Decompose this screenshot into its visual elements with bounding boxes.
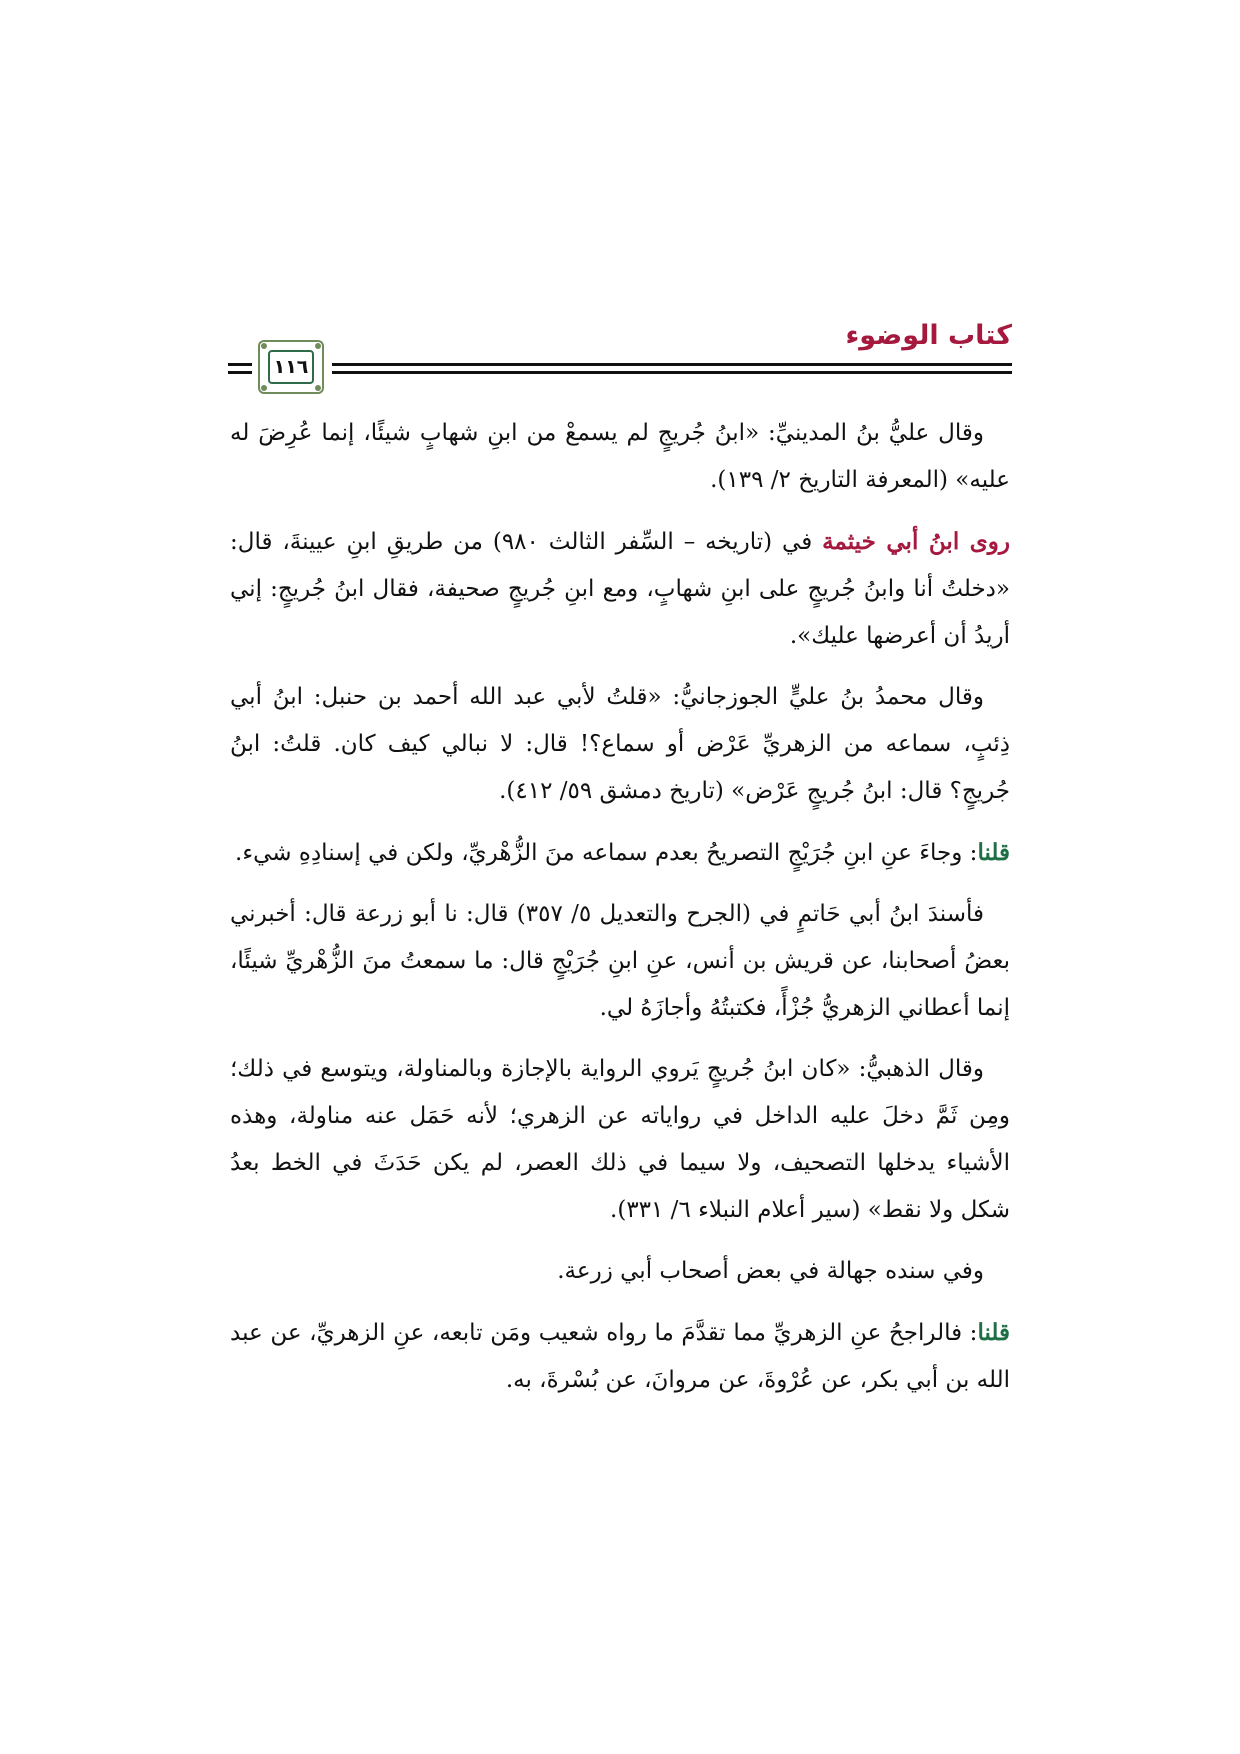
page-body [230,410,1010,1418]
paragraph [230,829,1010,877]
note-label: قلنا [977,839,1010,866]
paragraph-text: وفي سنده جهالة في بعض أصحاب أبي زرعة. [557,1258,984,1284]
paragraph-text: وقال عليُّ بنُ المدينيِّ: «ابنُ جُريجٍ لم يسمعْ من ابنِ شهابٍ شيئًا، إنما عُرِضَ له عليه» (المعرفة التاريخ ٢/ ١٣٩). [230,420,1010,493]
paragraph [230,1248,1010,1295]
paragraph-text: وقال محمدُ بنُ عليٍّ الجوزجانيُّ: «قلتُ لأبي عبد الله أحمد بن حنبل: ابنُ أبي ذِئبٍ، سماعه من الزهريِّ عَرْض أو سماع؟! قال: لا نبالي كيف كان. قلتُ: ابنُ جُريجٍ؟ قال: ابنُ جُريجٍ عَرْض» (تاريخ دمشق ٥٩/ ٤١٢). [230,684,1010,804]
paragraph-text: : وجاءَ عنِ ابنِ جُرَيْجٍ التصريحُ بعدم سماعه منَ الزُّهْريِّ، ولكن في إسنادِهِ شيء. [235,840,978,866]
paragraph-text: وقال الذهبيُّ: «كان ابنُ جُريجٍ يَروي الرواية بالإجازة وبالمناولة، ويتوسع في ذلك؛ ومِن ثَمَّ دخلَ عليه الداخل في رواياته عن الزهري؛ لأنه حَمَل عنه مناولة، وهذه الأشياء يدخلها التصحيف، ولا سيما في ذلك العصر، لم يكن حَدَثَ في الخط بعدُ شكل ولا نقط» (سير أعلام النبلاء ٦/ ٣٣١). [230,1056,1010,1223]
paragraph-text: : فالراجحُ عنِ الزهريِّ مما تقدَّمَ ما رواه شعيب ومَن تابعه، عنِ الزهريِّ، عن عبد الله بن أبي بكر، عن عُرْوةَ، عن مروانَ، عن بُسْرةَ، به. [230,1320,1010,1393]
page-number-badge [258,340,324,394]
header-rule [228,363,252,366]
paragraph [230,891,1010,1032]
paragraph [230,1309,1010,1404]
ornament-icon [261,385,267,391]
page-number: ١١٦ [268,350,314,384]
header-rule [332,371,1012,374]
paragraph [230,410,1010,504]
narrator-name: روى ابنُ أبي خيثمة [822,528,1011,555]
paragraph [230,1046,1010,1234]
ornament-icon [261,343,267,349]
note-label: قلنا [977,1319,1010,1346]
paragraph-text: فأسندَ ابنُ أبي حَاتمٍ في (الجرح والتعديل ٥/ ٣٥٧) قال: نا أبو زرعة قال: أخبرني بعضُ أصحابنا، عن قريش بن أنس، عنِ ابنِ جُرَيْجٍ قال: ما سمعتُ منَ الزُّهْريِّ شيئًا، إنما أعطاني الزهريُّ جُزْأً، فكتبتُهُ وأجازَهُ لي. [230,901,1010,1021]
page-header [228,318,1012,396]
header-rule [332,363,1012,366]
header-rule [228,371,252,374]
paragraph-text: في (تاريخه – السِّفر الثالث ٩٨٠) من طريقِ ابنِ عيينةَ، قال: «دخلتُ أنا وابنُ جُريجٍ على ابنِ شهابٍ، ومع ابنِ جُريجٍ صحيفة، فقال ابنُ جُريجٍ: إني أريدُ أن أعرضها عليك». [230,529,1010,649]
ornament-icon [315,385,321,391]
book-title: كتاب الوضوء [845,320,1012,351]
paragraph [230,674,1010,815]
paragraph [230,518,1010,660]
ornament-icon [315,343,321,349]
